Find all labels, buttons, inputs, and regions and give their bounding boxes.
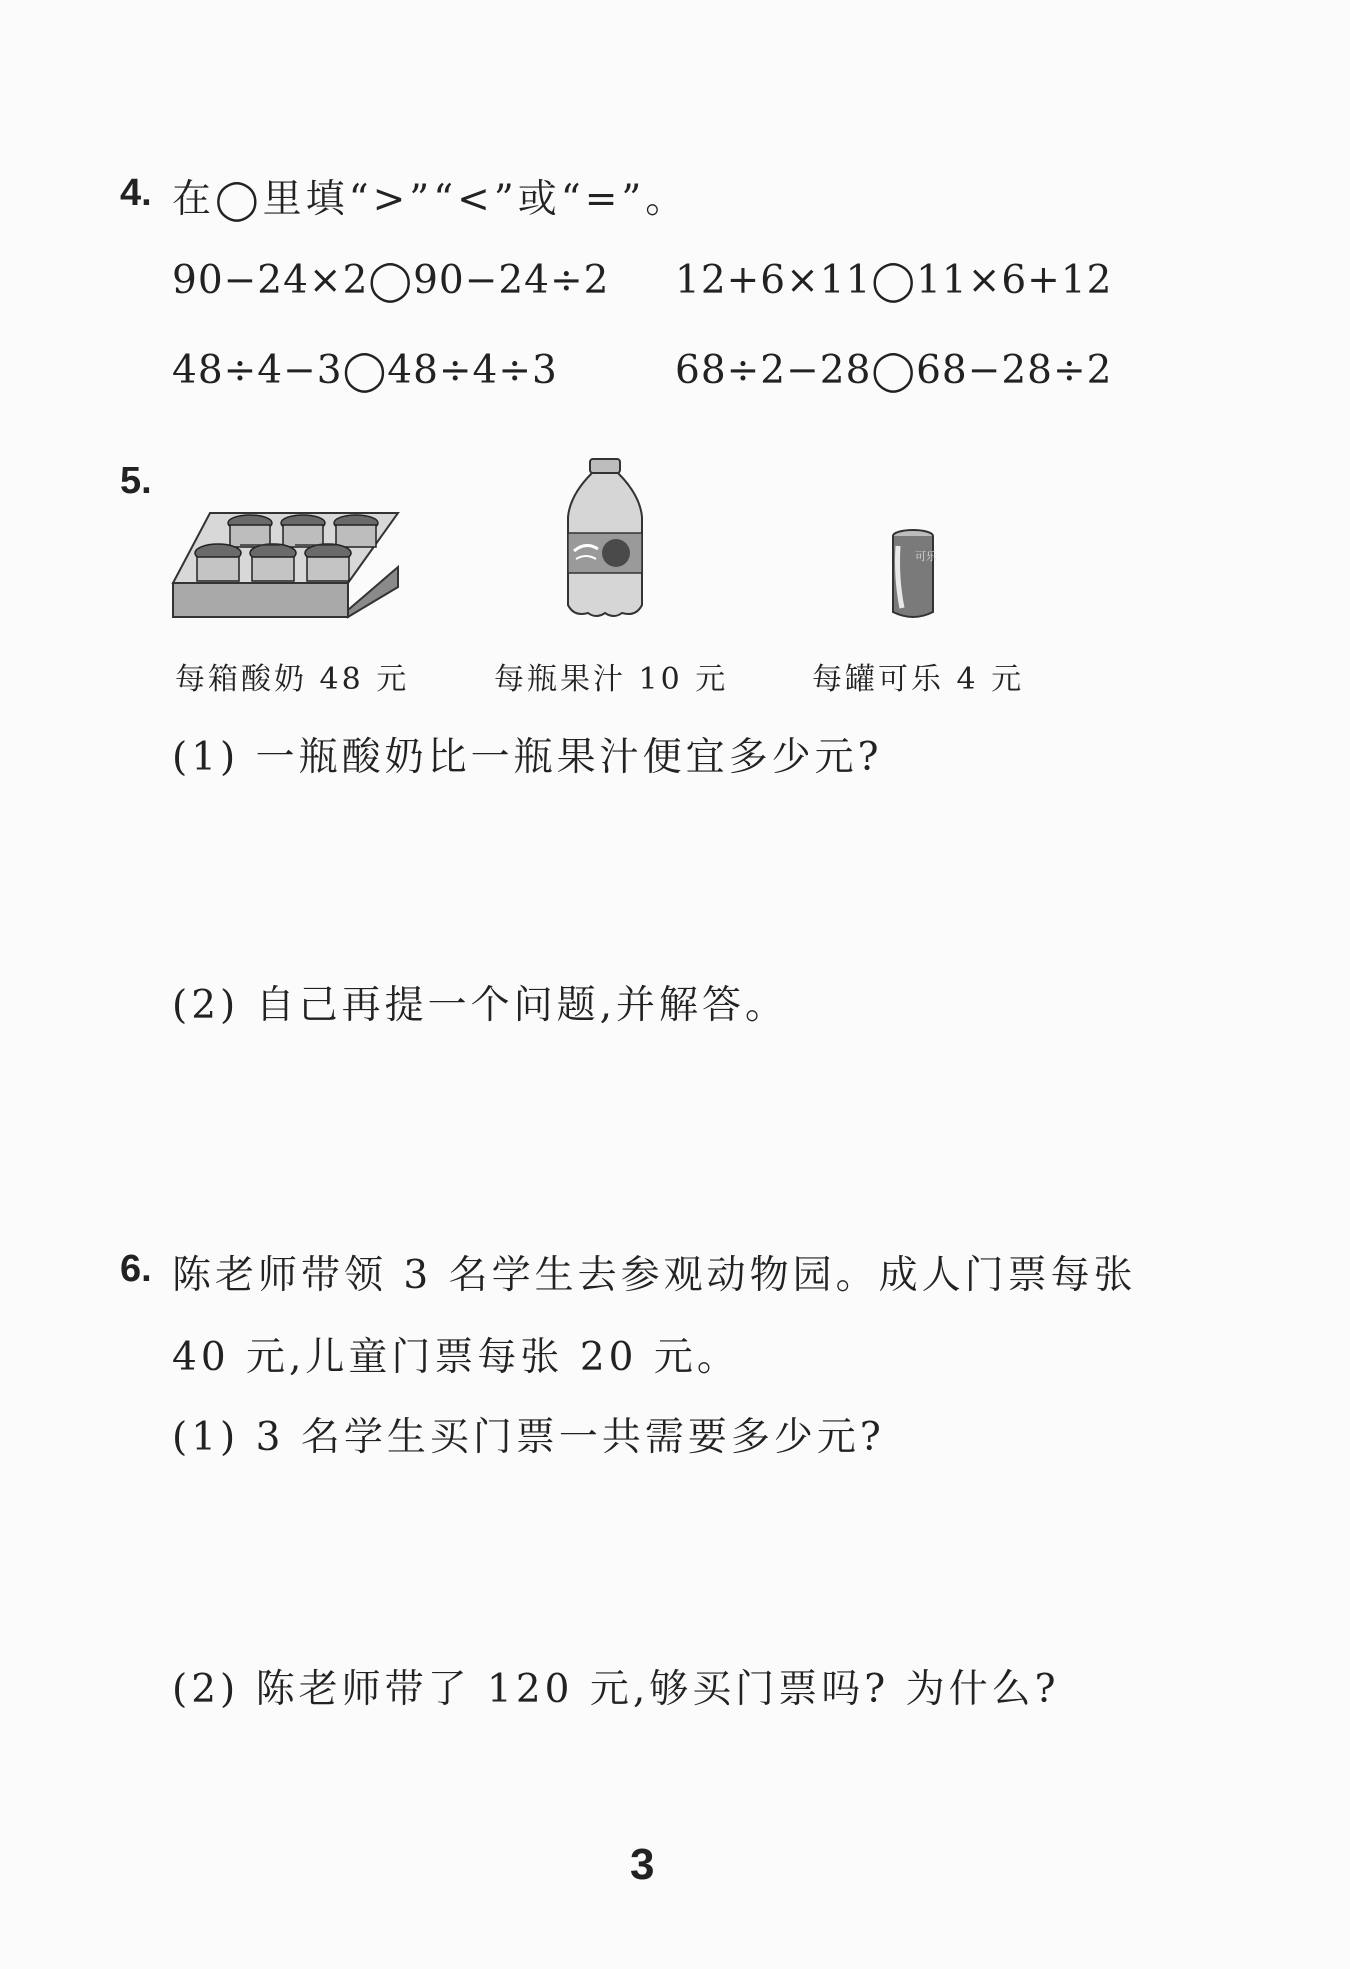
q4-expression-3: 48÷4−3◯48÷4÷3 xyxy=(172,348,558,393)
q5-number: 5. xyxy=(120,460,152,502)
q4-expression-4: 68÷2−28◯68−28÷2 xyxy=(675,348,1113,393)
q6-sub-question-1: (1) 3 名学生买门票一共需要多少元? xyxy=(172,1415,885,1460)
q5-caption-juice: 每瓶果汁 10 元 xyxy=(494,662,729,697)
cola-can-label: 可乐 xyxy=(915,550,937,563)
q6-number: 6. xyxy=(120,1248,152,1290)
q6-text-line-1: 陈老师带领 3 名学生去参观动物园。成人门票每张 xyxy=(172,1253,1137,1298)
q6-sub-question-2: (2) 陈老师带了 120 元,够买门票吗? 为什么? xyxy=(172,1667,1060,1712)
q5-sub-question-2: (2) 自己再提一个问题,并解答。 xyxy=(172,983,789,1028)
page-number: 3 xyxy=(630,1840,655,1889)
q4-prompt: 在◯里填“>”“<”或“=”。 xyxy=(172,177,689,222)
q4-expression-1: 90−24×2◯90−24÷2 xyxy=(172,258,610,303)
q4-expression-2: 12+6×11◯11×6+12 xyxy=(675,258,1113,303)
q4-number: 4. xyxy=(120,172,152,214)
juice-bottle-icon xyxy=(562,455,648,621)
q6-text-line-2: 40 元,儿童门票每张 20 元。 xyxy=(172,1335,740,1380)
yogurt-box-icon xyxy=(170,505,402,620)
q5-sub-question-1: (1) 一瓶酸奶比一瓶果汁便宜多少元? xyxy=(172,735,883,780)
q5-caption-yogurt: 每箱酸奶 48 元 xyxy=(175,662,410,697)
cola-can-icon xyxy=(888,528,938,620)
q5-caption-cola: 每罐可乐 4 元 xyxy=(812,662,1025,697)
